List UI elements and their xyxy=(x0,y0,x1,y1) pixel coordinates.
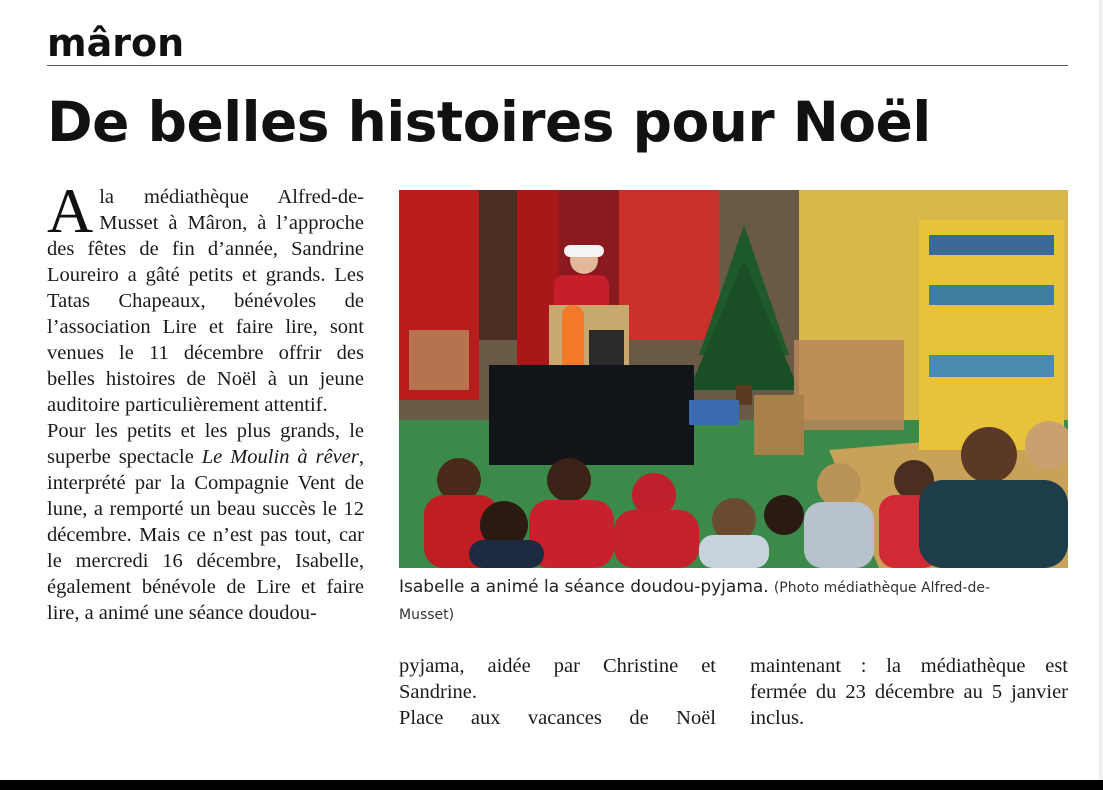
section-title: mâron xyxy=(47,21,185,65)
show-title: Le Moulin à rêver xyxy=(201,446,359,468)
paragraph-1-text: la médiathèque Alfred-de-Musset à Mâron, à l’approche des fêtes de fin d’année, Sandrine Loureiro a gâté petits et grands. Les Tatas Chapeaux, bénévoles de l’association Lire et faire lire, sont venues le 11 décembre offrir des belles histoires de Noël à un jeune auditoire particulièrement attentif. xyxy=(47,186,364,416)
paragraph-4-continued: maintenant : la médiathèque est fermée du 23 décembre au 5 janvier inclus. xyxy=(750,655,1068,729)
section-rule xyxy=(47,65,1068,66)
photo-illustration xyxy=(399,190,1068,568)
article-column-3 xyxy=(750,653,1068,731)
paragraph-1 xyxy=(47,175,364,418)
headline: De belles histoires pour Noël xyxy=(47,90,931,154)
drop-cap: A xyxy=(47,175,94,246)
paragraph-3: pyjama, aidée par Christine et Sandrine. xyxy=(399,655,716,703)
paragraph-4: Place aux vacances de Noël xyxy=(399,707,716,729)
photo-caption-block xyxy=(399,574,1039,628)
paragraph-2 xyxy=(47,418,364,626)
paragraph-2-text-start: Pour les petits et les plus grands, le superbe spectacle xyxy=(47,420,364,468)
photo-credit: (Photo médiathèque Alfred-de-Musset) xyxy=(399,580,991,623)
bottom-bar xyxy=(0,780,1103,790)
page-edge xyxy=(1099,0,1103,780)
photo-caption: Isabelle a animé la séance doudou-pyjama. xyxy=(399,577,769,597)
paragraph-2-text-end: , interprété par la Compagnie Vent de lune, a remporté un beau succès le 12 décembre. Mais ce n’est pas tout, car le mercredi 16 décembre, Isabelle, également bénévole de Lire et faire lire, a animé une séance doudou- xyxy=(47,446,364,624)
article-column-2 xyxy=(399,653,716,731)
article-column-1 xyxy=(47,175,364,626)
article-photo xyxy=(399,190,1068,568)
